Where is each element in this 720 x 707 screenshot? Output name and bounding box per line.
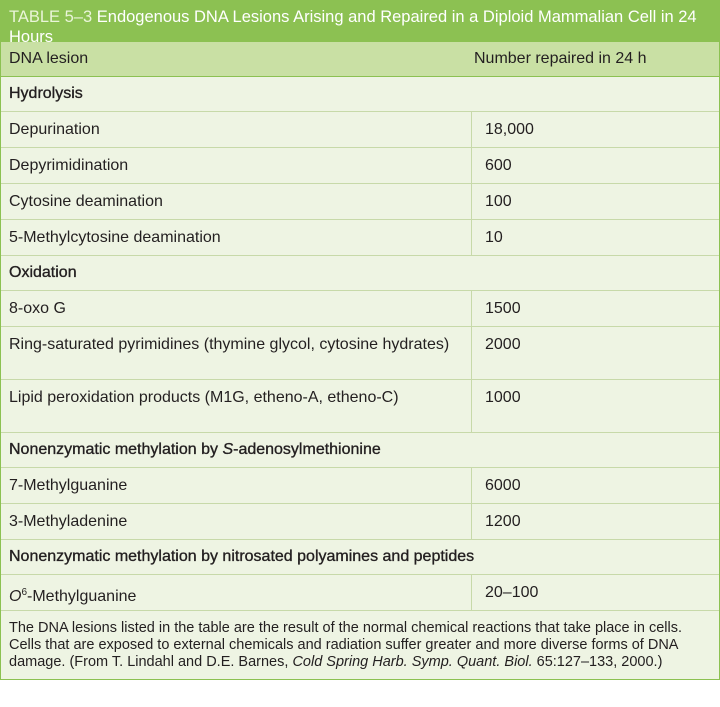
- count-cell: 18,000: [471, 112, 719, 147]
- footnote-journal: Cold Spring Harb. Symp. Quant. Biol.: [292, 654, 533, 670]
- table-header: [1, 42, 719, 77]
- count-cell: 2000: [471, 327, 719, 379]
- table-title: [1, 1, 719, 46]
- lesion-italic: O: [9, 588, 22, 605]
- lesion-cell: Lipid peroxidation products (M1G, etheno-A, etheno-C): [9, 389, 399, 406]
- lesion-cell: 5-Methylcytosine deamination: [9, 229, 221, 246]
- table-row: [1, 504, 719, 540]
- table-row: [1, 327, 719, 380]
- count-cell: 1200: [471, 504, 719, 539]
- count-cell: 100: [471, 184, 719, 219]
- lesion-cell: Depyrimidination: [9, 157, 129, 174]
- table-row: [1, 148, 719, 184]
- count-cell: 20–100: [471, 575, 719, 610]
- lesion-text: -Methylguanine: [27, 588, 137, 605]
- header-number-repaired: Number repaired in 24 h: [474, 50, 647, 67]
- table-number: TABLE 5–3: [9, 8, 93, 26]
- table-row: [1, 220, 719, 256]
- lesion-cell: Cytosine deamination: [9, 193, 163, 210]
- lesion-superscript: 6: [21, 587, 28, 598]
- section-heading: Hydrolysis: [1, 77, 719, 112]
- section-heading-text: -adenosylmethionine: [233, 441, 381, 458]
- lesion-cell: 3-Methyladenine: [9, 513, 128, 530]
- table-row: [1, 468, 719, 504]
- count-cell: 1500: [471, 291, 719, 326]
- table-row: [1, 575, 719, 611]
- section-heading: Nonenzymatic methylation by nitrosated polyamines and peptides: [1, 540, 719, 575]
- section-heading: Oxidation: [1, 256, 719, 291]
- lesion-cell: 8-oxo G: [9, 300, 66, 317]
- count-cell: 600: [471, 148, 719, 183]
- footnote-text: 65:127–133, 2000.): [532, 654, 663, 670]
- lesion-cell: Ring-saturated pyrimidines (thymine glycol, cytosine hydrates): [9, 336, 450, 353]
- count-cell: 6000: [471, 468, 719, 503]
- lesion-cell: 7-Methylguanine: [9, 477, 128, 494]
- lesion-cell: [1, 575, 471, 610]
- count-cell: 1000: [471, 380, 719, 432]
- section-heading-text: Nonenzymatic methylation by: [9, 441, 223, 458]
- footnote-text: The DNA lesions listed in the table are the result of the normal chemical reactions that take place in cells. Cells that are exposed to external chemicals and radiation suffer greater and more diverse forms of DNA damage. (From T. Lindahl and D.E. Barnes,: [9, 620, 682, 670]
- table-row: [1, 380, 719, 433]
- table-row: [1, 291, 719, 327]
- table-footnote: [1, 611, 719, 679]
- count-cell: 10: [471, 220, 719, 255]
- lesion-cell: Depurination: [9, 121, 100, 138]
- header-dna-lesion: DNA lesion: [9, 50, 89, 67]
- table-title-text: Endogenous DNA Lesions Arising and Repaired in a Diploid Mammalian Cell in 24 Hours: [9, 8, 697, 46]
- section-heading: [1, 433, 719, 468]
- section-heading-italic: S: [222, 441, 234, 458]
- table-row: [1, 184, 719, 220]
- table-row: [1, 112, 719, 148]
